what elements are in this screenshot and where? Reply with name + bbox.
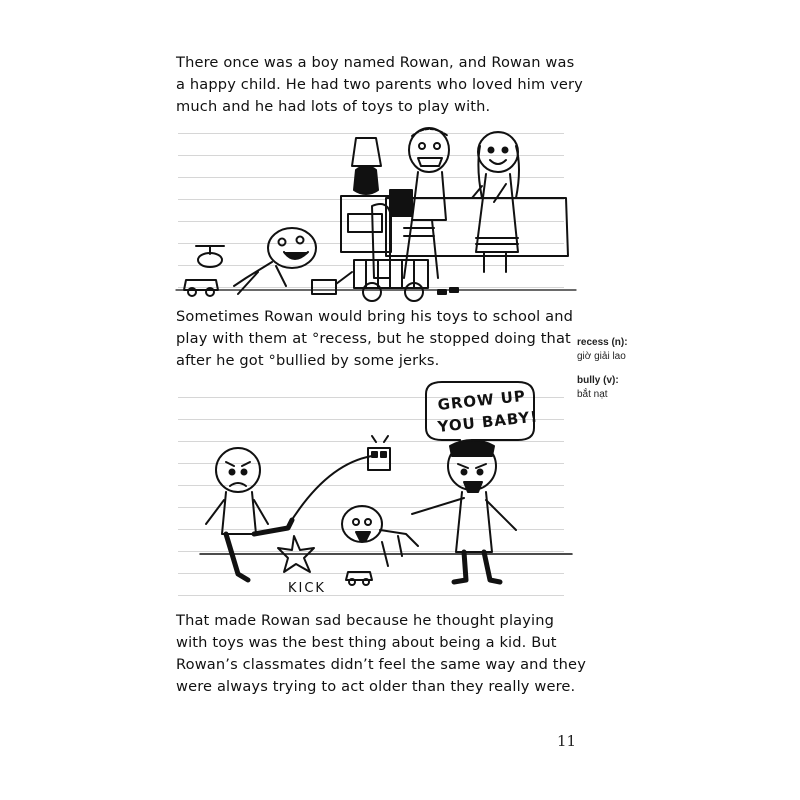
illustration-family-living-room [176,128,576,306]
text-line: There once was a boy named Rowan, and Rowan was [176,54,575,71]
speech-line-2: YOU BABY! [436,407,539,436]
glossary-meaning: giờ giải lao [577,351,626,362]
text-line: Rowan’s classmates didn’t feel the same way and they [176,656,586,673]
paragraph-2 [176,306,576,372]
text-line: much and he had lots of toys to play with. [176,98,491,115]
text-line: after he got °bullied by some jerks. [176,352,440,369]
paragraph-3 [176,610,586,698]
illustration-bully-kick [176,384,576,600]
text-line: Sometimes Rowan would bring his toys to school and [176,308,574,325]
glossary-term: bully (v): [577,375,619,386]
page-number: 11 [557,732,577,750]
glossary-bully [577,374,677,402]
glossary-recess [577,336,677,364]
sound-effect-kick: KICK [288,581,326,596]
glossary-meaning: bắt nạt [577,389,608,400]
text-line: with toys was the best thing about being a kid. But [176,634,557,651]
paragraph-1 [176,52,583,118]
text-line: That made Rowan sad because he thought playing [176,612,555,629]
text-line: play with them at °recess, but he stopped doing that [176,330,571,347]
text-line: were always trying to act older than they really were. [176,678,576,695]
glossary-term: recess (n): [577,337,628,348]
text-line: a happy child. He had two parents who loved him very [176,76,583,93]
speech-line-1: GROW UP [436,386,527,414]
